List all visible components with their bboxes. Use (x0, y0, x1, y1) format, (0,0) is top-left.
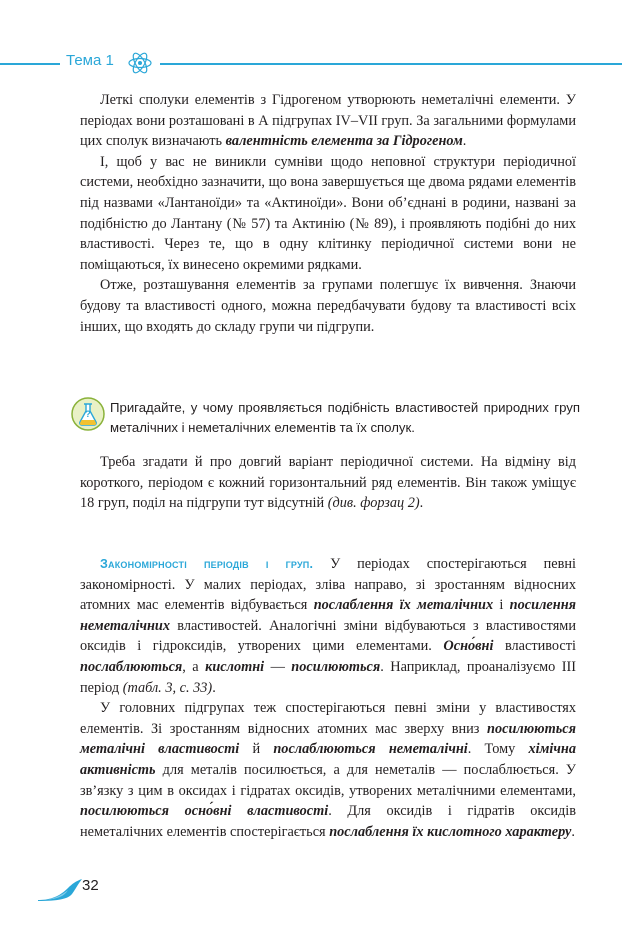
text-run: . (462, 133, 467, 150)
text-run: І, щоб у вас не виникли сумніви щодо неповної структури періодичної системи, необхідно зазначити, що вона завершується ще двома рядами елементів під назвами «Лантаноїди» та «Актиноїди». Вони об’єднані в родини, названі за подібністю до Лантану (№ 57) та Актинію (№ 89), і проявляють подібні до них властивості. Через те, що в одну клітинку періодичної системи вони не поміщаються, їх винесено окремими рядками. (80, 153, 576, 273)
text-run: й (239, 741, 274, 758)
reference: (табл. 3, с. 33) (122, 679, 213, 696)
text-run: . (212, 679, 216, 696)
page-header (0, 52, 638, 76)
text-run: . Тому (467, 741, 529, 758)
emphasis: посилюються металічні властивості (80, 720, 576, 758)
question-text: Пригадайте, у чому проявляється подібність властивостей природних груп металічних і неметалічних елементів та їх сполук. (110, 400, 580, 435)
paragraph (80, 698, 576, 842)
text-run: — (264, 658, 292, 675)
text-run: У періодах спостерігаються певні закономірності. У малих періодах, зліва направо, зі зростанням відносних атомних мас елементів відбувається (80, 556, 576, 614)
emphasis: послаблюються (80, 658, 183, 675)
svg-text:?: ? (85, 409, 91, 419)
section-title: Закономірності періодів і груп. (100, 557, 314, 571)
text-run: властивості (493, 638, 576, 655)
emphasis: послаблення їх кислотного характеру (329, 823, 572, 840)
text-run: Отже, розташування елементів за групами полегшує їх вивчення. Знаючи будову та властивості одного, можна передбачувати будову та властивості всіх інших, що входять до складу групи чи підгрупи. (80, 277, 576, 335)
paragraph (80, 452, 576, 514)
emphasis: валентність елемента за Гідрогеном (225, 133, 463, 150)
text-run: , а (182, 658, 206, 675)
paragraph (80, 152, 576, 276)
emphasis: посилюються осно́вні властивості (80, 803, 329, 820)
text-run: . Наприклад, проаналізуємо III період (80, 658, 576, 696)
text-run: . Для оксидів і гідратів оксидів неметалічних елементів спостерігається (80, 803, 576, 840)
text-run: Леткі сполуки елементів з Гідрогеном утворюють неметалічні елементи. У періодах вони розташовані в А підгрупах IV–VII груп. За загальними формулами цих сполук визначають (80, 92, 576, 150)
emphasis: послаблення їх металічних (313, 597, 494, 614)
text-run: властивостей. Аналогічні зміни відбуваються з властивостями оксидів і гідроксидів, утворених цими елементами. (80, 617, 576, 655)
text-block-intro (80, 90, 576, 337)
reference: (див. форзац 2) (327, 495, 420, 512)
header-rule-left (0, 63, 60, 65)
emphasis: посилюються (291, 658, 381, 675)
question-flask-icon (70, 396, 106, 432)
emphasis: хімічна активність (80, 741, 576, 778)
text-run: і (493, 597, 510, 614)
text-run: для металів посилюється, а для неметалів — послаблюється. У зв’язку з цим в оксидах і гідратах оксидів, утворених металічними елементами, (80, 761, 576, 799)
text-run: У головних підгрупах теж спостерігаються певні зміни у властивостях елементів. Зі зростанням відносних атомних мас зверху вниз (80, 700, 576, 737)
text-block-long-variant (80, 452, 576, 514)
paragraph (80, 275, 576, 337)
wave-icon (38, 878, 82, 902)
page-number: 32 (82, 877, 99, 894)
emphasis: посилення неметалічних (80, 597, 576, 634)
text-run: . (419, 495, 424, 512)
emphasis: Осно́вні (443, 638, 494, 655)
header-rule-right (160, 63, 622, 65)
paragraph (80, 554, 576, 698)
paragraph (80, 90, 576, 152)
topic-title: Тема 1 (66, 52, 114, 69)
text-run: Треба згадати й про довгий варіант періодичної системи. На відміну від короткого, періодом є кожний горизонтальний ряд елементів. Він також уміщує 18 груп, поділ на підгрупи тут відсутній (80, 454, 576, 512)
emphasis: послаблюються неметалічні (273, 741, 468, 758)
text-run: . (571, 823, 575, 840)
page-footer (0, 874, 120, 914)
atom-icon (127, 50, 153, 76)
emphasis: кислотні (205, 658, 265, 675)
text-block-regularities (80, 554, 576, 842)
